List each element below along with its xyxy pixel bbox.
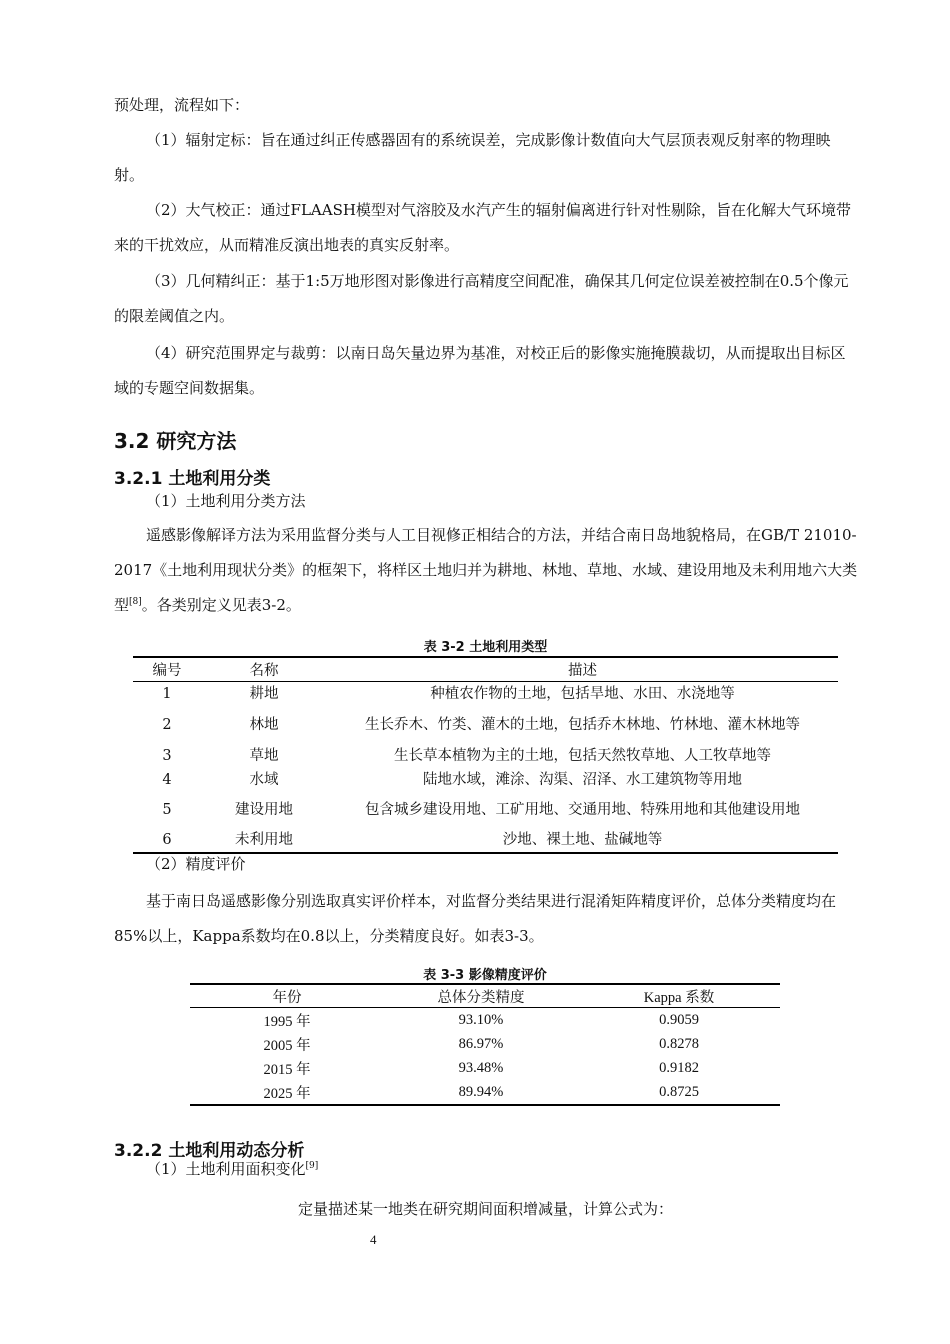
formula-intro: 定量描述某一地类在研究期间面积增减量，计算公式为：	[298, 1200, 674, 1218]
table-row	[133, 792, 838, 830]
table-cell: 6	[162, 832, 172, 848]
intro-paragraph: 预处理，流程如下：	[114, 96, 250, 114]
table-cell: 2015 年	[263, 1061, 311, 1078]
table-cell: 0.9059	[659, 1011, 699, 1028]
column-header: 名称	[201, 657, 327, 682]
table-cell: 93.48%	[458, 1059, 504, 1076]
subheading-area-change-text: （1）土地利用面积变化	[146, 1160, 306, 1178]
table-cell: 陆地水域，滩涂、沟渠、沼泽、水工建筑物等用地	[423, 771, 742, 788]
table-cell: 3	[162, 748, 172, 764]
column-header: 总体分类精度	[384, 984, 578, 1008]
table-cell: 生长草本植物为主的土地，包括天然牧草地、人工牧草地等	[394, 748, 771, 764]
section-heading-3-2: 3.2 研究方法	[114, 429, 237, 453]
table-row	[190, 1080, 780, 1105]
table-cell: 种植农作物的土地，包括旱地、水田、水浇地等	[430, 685, 735, 702]
table-cell: 生长乔木、竹类、灌木的土地，包括乔木林地、竹林地、灌木林地等	[365, 717, 800, 733]
table-3-2-caption: 表 3-2 土地利用类型	[423, 640, 548, 655]
table-row	[133, 707, 838, 745]
table-cell: 86.97%	[458, 1035, 504, 1052]
table-header-row	[133, 657, 838, 682]
column-header: 编号	[133, 657, 201, 682]
table-cell: 2005 年	[263, 1037, 311, 1054]
table-row	[190, 1032, 780, 1056]
land-use-type-table	[133, 656, 838, 854]
step-radiometric-calibration: （1）辐射定标：旨在通过纠正传感器固有的系统误差，完成影像计数值向大气层顶表观反射率的物理映射。	[114, 131, 831, 184]
table-cell: 草地	[249, 748, 279, 764]
section-heading-3-2-1: 3.2.1 土地利用分类	[114, 469, 271, 489]
table-row	[133, 745, 838, 769]
table-cell: 包含城乡建设用地、工矿用地、交通用地、特殊用地和其他建设用地	[365, 802, 800, 818]
step-geometric-correction: （3）几何精纠正：基于1:5万地形图对影像进行高精度空间配准，确保其几何定位误差被控制在0.5个像元的限差阈值之内。	[114, 272, 849, 325]
table-row	[190, 1056, 780, 1080]
citation-8: [8]	[129, 597, 142, 607]
table-cell: 2	[162, 717, 172, 733]
table-cell: 5	[162, 802, 172, 818]
citation-9: [9]	[305, 1161, 319, 1171]
subheading-accuracy: （2）精度评价	[146, 855, 246, 873]
table-cell: 1	[162, 685, 172, 702]
table-cell: 0.8725	[659, 1083, 699, 1100]
classification-paragraph	[114, 518, 860, 623]
page-number: 4	[370, 1232, 377, 1247]
step-clipping: （4）研究范围界定与裁剪：以南日岛矢量边界为基准，对校正后的影像实施掩膜裁切，从而提取出目标区域的专题空间数据集。	[114, 344, 846, 397]
table-3-3-caption: 表 3-3 影像精度评价	[423, 968, 547, 983]
table-cell: 0.9182	[659, 1059, 699, 1076]
table-cell: 沙地、裸土地、盐碱地等	[502, 832, 663, 848]
table-cell: 1995 年	[263, 1013, 311, 1030]
table-header-row	[190, 984, 780, 1008]
table-cell: 89.94%	[458, 1083, 504, 1100]
table-row	[190, 1008, 780, 1033]
section-heading-3-2-2: 3.2.2 土地利用动态分析	[114, 1141, 305, 1161]
classification-tail: 。各类别定义见表3-2。	[141, 596, 301, 614]
table-row	[133, 682, 838, 707]
accuracy-evaluation-table	[190, 983, 780, 1106]
table-cell: 2025 年	[263, 1085, 311, 1102]
table-row	[133, 769, 838, 792]
table-cell: 0.8278	[659, 1035, 699, 1052]
column-header: 年份	[190, 984, 384, 1008]
classification-text: 遥感影像解译方法为采用监督分类与人工目视修正相结合的方法，并结合南日岛地貌格局，在GB/T 21010-2017《土地利用现状分类》的框架下，将样区土地归并为耕地、林地、草地、水域、建设用地及未利用地六大类型	[114, 526, 858, 614]
table-cell: 未利用地	[235, 832, 293, 848]
table-cell: 93.10%	[458, 1011, 504, 1028]
step-atmospheric-correction: （2）大气校正：通过FLAASH模型对气溶胶及水汽产生的辐射偏离进行针对性剔除，旨在化解大气环境带来的干扰效应，从而精准反演出地表的真实反射率。	[114, 201, 851, 254]
accuracy-paragraph: 基于南日岛遥感影像分别选取真实评价样本，对监督分类结果进行混淆矩阵精度评价，总体分类精度均在85%以上，Kappa系数均在0.8以上，分类精度良好。如表3-3。	[114, 892, 837, 945]
column-header: Kappa 系数	[578, 984, 780, 1008]
subheading-area-change	[114, 1152, 860, 1187]
table-cell: 林地	[249, 717, 279, 733]
subheading-classification-method: （1）土地利用分类方法	[146, 492, 306, 510]
column-header: 描述	[327, 657, 838, 682]
table-cell: 耕地	[249, 685, 279, 702]
table-cell: 建设用地	[235, 802, 293, 818]
table-cell: 水域	[249, 771, 279, 788]
table-cell: 4	[162, 771, 172, 788]
